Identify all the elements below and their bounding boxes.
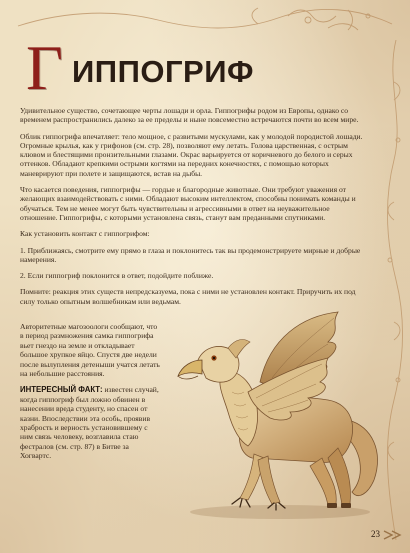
title-text: ИППОГРИФ <box>72 54 254 89</box>
paragraph-appearance: Облик гиппогрифа впечатляет: тело мощное, с развитыми мускулами, как у молодой породистой лошади. Огромные крылья, как у грифонов (см. стр. 28), позволяют ему летать. Голова царственная, с острым клювом и блестящими пронзительными глазами. Окрас варьируется от коричневого до белого и серых оттенков. Обладают крепкими острыми когтями на передних конечностях, с помощью которых маневрируют при полете и защищаются, встав на дыбы. <box>20 131 363 178</box>
paragraph-behavior: Что касается поведения, гиппогрифы — гордые и благородные животные. Они требуют уважения от желающих взаимодействовать с ними. Обладают высоким интеллектом, способны понимать команды и обучаться. Тем не менее могут быть чувствительны и агрессивными в ответ на неуважительное отношение. Гиппогрифы, с которыми установлена связь, станут вам преданными спутниками. <box>20 185 356 222</box>
fact-heading: ИНТЕРЕСНЫЙ ФАКТ: <box>20 385 103 395</box>
hippogriff-illustration <box>152 308 388 528</box>
paragraph-contact-lead: Как установить контакт с гиппогрифом: <box>20 229 150 239</box>
title-dropcap: Г <box>26 32 63 103</box>
page-number: 23 <box>371 529 380 539</box>
paragraph-note: Помните: реакция этих существ непредсказуема, пока с ними не установлен контакт. Приручить их под силу только опытным волшебникам или ведьмам. <box>20 287 356 306</box>
paragraph-breeding: Авторитетные магозоологи сообщают, что в период размножения самка гиппогрифа вьет гнездо на земле и откладывает большое хрупкое яйцо. Спустя две недели после вылупления детеныши учатся летать на небольшие расстояния. <box>20 322 160 379</box>
top-ornament <box>8 6 402 36</box>
fact-box <box>20 385 160 460</box>
paragraph-intro: Удивительное существо, сочетающее черты лошади и орла. Гиппогрифы родом из Европы, однако со временем распространились далеко за ее пределы и ныне повсеместно встречаются почти во всем мире. <box>20 106 359 125</box>
page-title <box>26 32 326 103</box>
contact-step: 2. Если гиппогриф поклонится в ответ, подойдите поближе. <box>20 271 214 281</box>
main-text <box>20 106 368 313</box>
side-column <box>20 322 160 468</box>
contact-steps <box>20 246 368 281</box>
contact-step: 1. Приближаясь, смотрите ему прямо в глаза и поклонитесь так вы продемонстрируете мирные и добрые намерения. <box>20 245 361 264</box>
page-corner-ornament-icon <box>382 529 404 541</box>
fact-text: известен случай, когда гиппогриф был ложно обвинен в нанесении вреда студенту, но спасен от казни. Впоследствии эта особь, проявив храбрость и верность установившему с ним связь человеку, возглавила стаю фестралов (см. стр. 87) в Битве за Хогвартс. <box>20 385 159 461</box>
